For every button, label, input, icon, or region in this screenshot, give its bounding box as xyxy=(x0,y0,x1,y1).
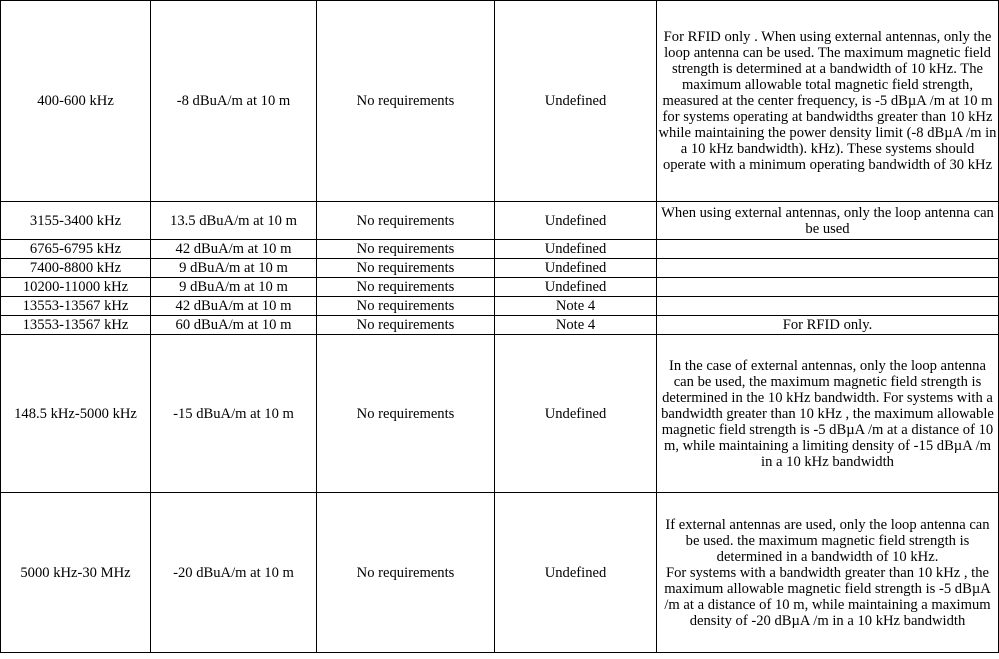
field-strength-cell: 42 dBuA/m at 10 m xyxy=(151,240,317,259)
frequency-cell: 7400-8800 kHz xyxy=(1,259,151,278)
table-row xyxy=(1,1,999,202)
table-row xyxy=(1,335,999,493)
frequency-cell: 13553-13567 kHz xyxy=(1,316,151,335)
field-strength-cell: -20 dBuA/m at 10 m xyxy=(151,493,317,653)
requirements-cell: No requirements xyxy=(317,240,495,259)
frequency-cell: 13553-13567 kHz xyxy=(1,297,151,316)
frequency-cell: 5000 kHz-30 MHz xyxy=(1,493,151,653)
duty-cycle-cell: Undefined xyxy=(495,1,657,202)
note-cell xyxy=(657,278,999,297)
duty-cycle-cell: Undefined xyxy=(495,202,657,240)
duty-cycle-cell: Undefined xyxy=(495,278,657,297)
note-cell xyxy=(657,259,999,278)
field-strength-cell: -8 dBuA/m at 10 m xyxy=(151,1,317,202)
frequency-cell: 6765-6795 kHz xyxy=(1,240,151,259)
frequency-cell: 3155-3400 kHz xyxy=(1,202,151,240)
duty-cycle-cell: Note 4 xyxy=(495,297,657,316)
field-strength-cell: 60 dBuA/m at 10 m xyxy=(151,316,317,335)
table-row xyxy=(1,278,999,297)
requirements-cell: No requirements xyxy=(317,202,495,240)
requirements-cell: No requirements xyxy=(317,297,495,316)
duty-cycle-cell: Undefined xyxy=(495,335,657,493)
table-row xyxy=(1,240,999,259)
note-cell xyxy=(657,240,999,259)
note-cell: In the case of external antennas, only the loop antenna can be used, the maximum magnetic field strength is determined in the 10 kHz bandwidth. For systems with a bandwidth greater than 10 kHz , the maximum allowable magnetic field strength is -5 dBµA /m at a distance of 10 m, while maintaining a limiting density of -15 dBµA /m in a 10 kHz bandwidth xyxy=(657,335,999,493)
note-cell: If external antennas are used, only the loop antenna can be used. the maximum magnetic field strength is determined in a bandwidth of 10 kHz. For systems with a bandwidth greater than 10 kHz , the maximum allowable magnetic field strength is -5 dBµA /m at a distance of 10 m, while maintaining a maximum density of -20 dBµA /m in a 10 kHz bandwidth xyxy=(657,493,999,653)
table-row xyxy=(1,259,999,278)
note-cell: For RFID only . When using external antennas, only the loop antenna can be used. The maximum magnetic field strength is determined at a bandwidth of 10 kHz. The maximum allowable total magnetic field strength, measured at the center frequency, is -5 dBµA /m at 10 m for systems operating at bandwidths greater than 10 kHz while maintaining the power density limit (-8 dBµA /m in a 10 kHz bandwidth). kHz). These systems should operate with a minimum operating bandwidth of 30 kHz xyxy=(657,1,999,202)
duty-cycle-cell: Undefined xyxy=(495,493,657,653)
duty-cycle-cell: Note 4 xyxy=(495,316,657,335)
requirements-cell: No requirements xyxy=(317,278,495,297)
field-strength-cell: 42 dBuA/m at 10 m xyxy=(151,297,317,316)
requirements-cell: No requirements xyxy=(317,1,495,202)
table-row xyxy=(1,493,999,653)
table-row xyxy=(1,297,999,316)
note-cell: For RFID only. xyxy=(657,316,999,335)
field-strength-cell: 9 dBuA/m at 10 m xyxy=(151,278,317,297)
field-strength-cell: 13.5 dBuA/m at 10 m xyxy=(151,202,317,240)
requirements-cell: No requirements xyxy=(317,316,495,335)
duty-cycle-cell: Undefined xyxy=(495,240,657,259)
frequency-cell: 10200-11000 kHz xyxy=(1,278,151,297)
field-strength-cell: 9 dBuA/m at 10 m xyxy=(151,259,317,278)
note-cell: When using external antennas, only the loop antenna can be used xyxy=(657,202,999,240)
note-cell xyxy=(657,297,999,316)
requirements-cell: No requirements xyxy=(317,335,495,493)
frequency-cell: 400-600 kHz xyxy=(1,1,151,202)
duty-cycle-cell: Undefined xyxy=(495,259,657,278)
table-row xyxy=(1,202,999,240)
requirements-cell: No requirements xyxy=(317,493,495,653)
field-strength-cell: -15 dBuA/m at 10 m xyxy=(151,335,317,493)
frequency-cell: 148.5 kHz-5000 kHz xyxy=(1,335,151,493)
requirements-cell: No requirements xyxy=(317,259,495,278)
table-row xyxy=(1,316,999,335)
